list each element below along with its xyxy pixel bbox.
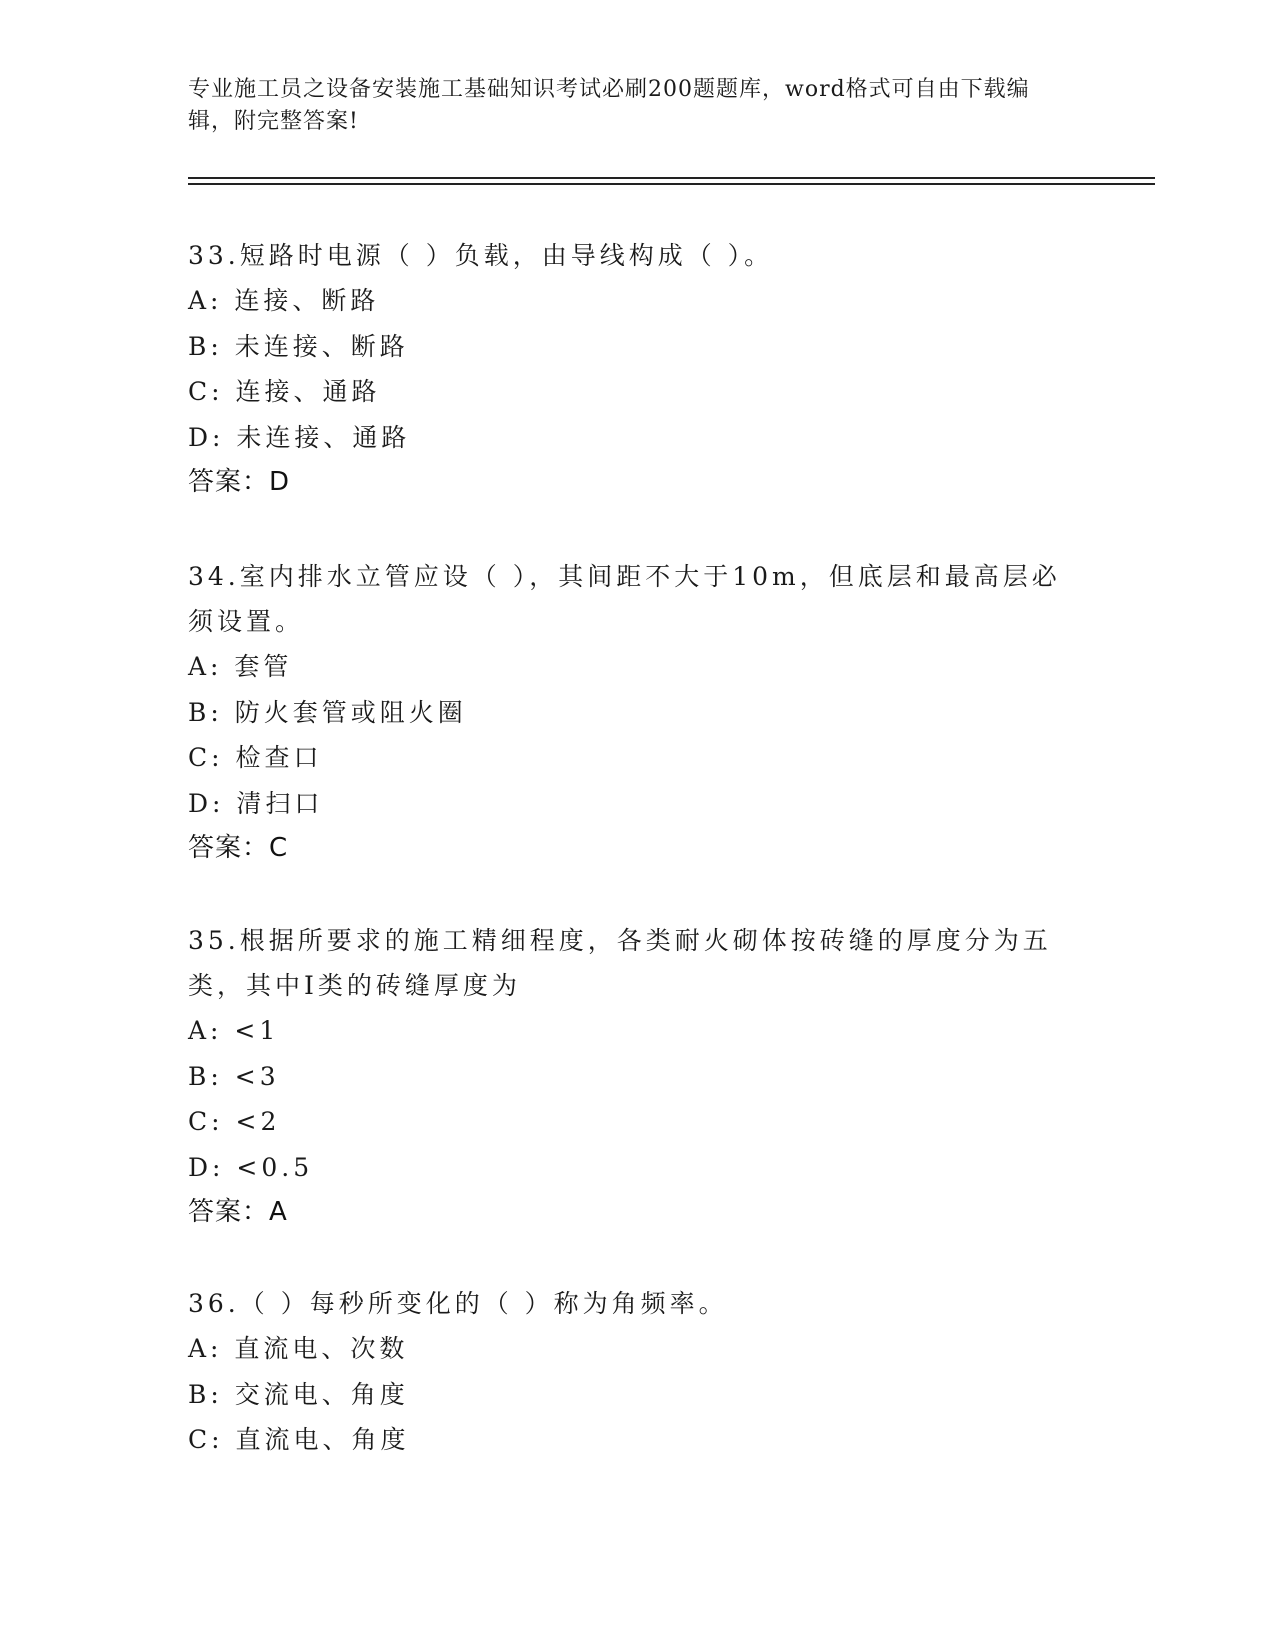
option-a: A: <1 [188,1016,280,1045]
answer-line: 答案：C [188,833,289,863]
question-36 [188,1281,1088,1463]
answer-line: 答案：D [188,467,291,497]
option-a: A: 直流电、次数 [188,1334,409,1363]
header-divider-bottom [188,183,1155,185]
header-divider-top [188,177,1155,179]
question-35 [188,918,1088,1235]
question-34 [188,554,1088,871]
question-text: 33.短路时电源（ ）负载，由导线构成（ ）。 [188,241,774,270]
answer-line: 答案：A [188,1197,288,1227]
option-d: D: <0.5 [188,1152,314,1182]
question-text: 36.（ ）每秒所变化的（ ）称为角频率。 [188,1289,728,1318]
option-b: B: 防火套管或阻火圈 [188,697,467,727]
option-b: B: 交流电、角度 [188,1379,409,1409]
document-header: 专业施工员之设备安装施工基础知识考试必刷200题题库，word格式可自由下载编辑，附完整答案! [188,77,1030,134]
option-c: C: 直流电、角度 [188,1425,410,1454]
question-33 [188,233,1088,505]
option-b: B: 未连接、断路 [188,331,409,361]
question-text: 34.室内排水立管应设（ ），其间距不大于10m，但底层和最高层必须设置。 [188,562,1061,636]
option-c: C: 检查口 [188,743,323,772]
option-c: C: <2 [188,1107,281,1136]
option-c: C: 连接、通路 [188,377,381,406]
option-a: A: 连接、断路 [188,286,380,315]
option-a: A: 套管 [188,652,293,681]
question-text: 35.根据所要求的施工精细程度，各类耐火砌体按砖缝的厚度分为五类，其中I类的砖缝厚度为 [188,926,1052,1000]
option-b: B: <3 [188,1061,280,1091]
option-d: D: 未连接、通路 [188,422,411,452]
option-d: D: 清扫口 [188,788,324,818]
